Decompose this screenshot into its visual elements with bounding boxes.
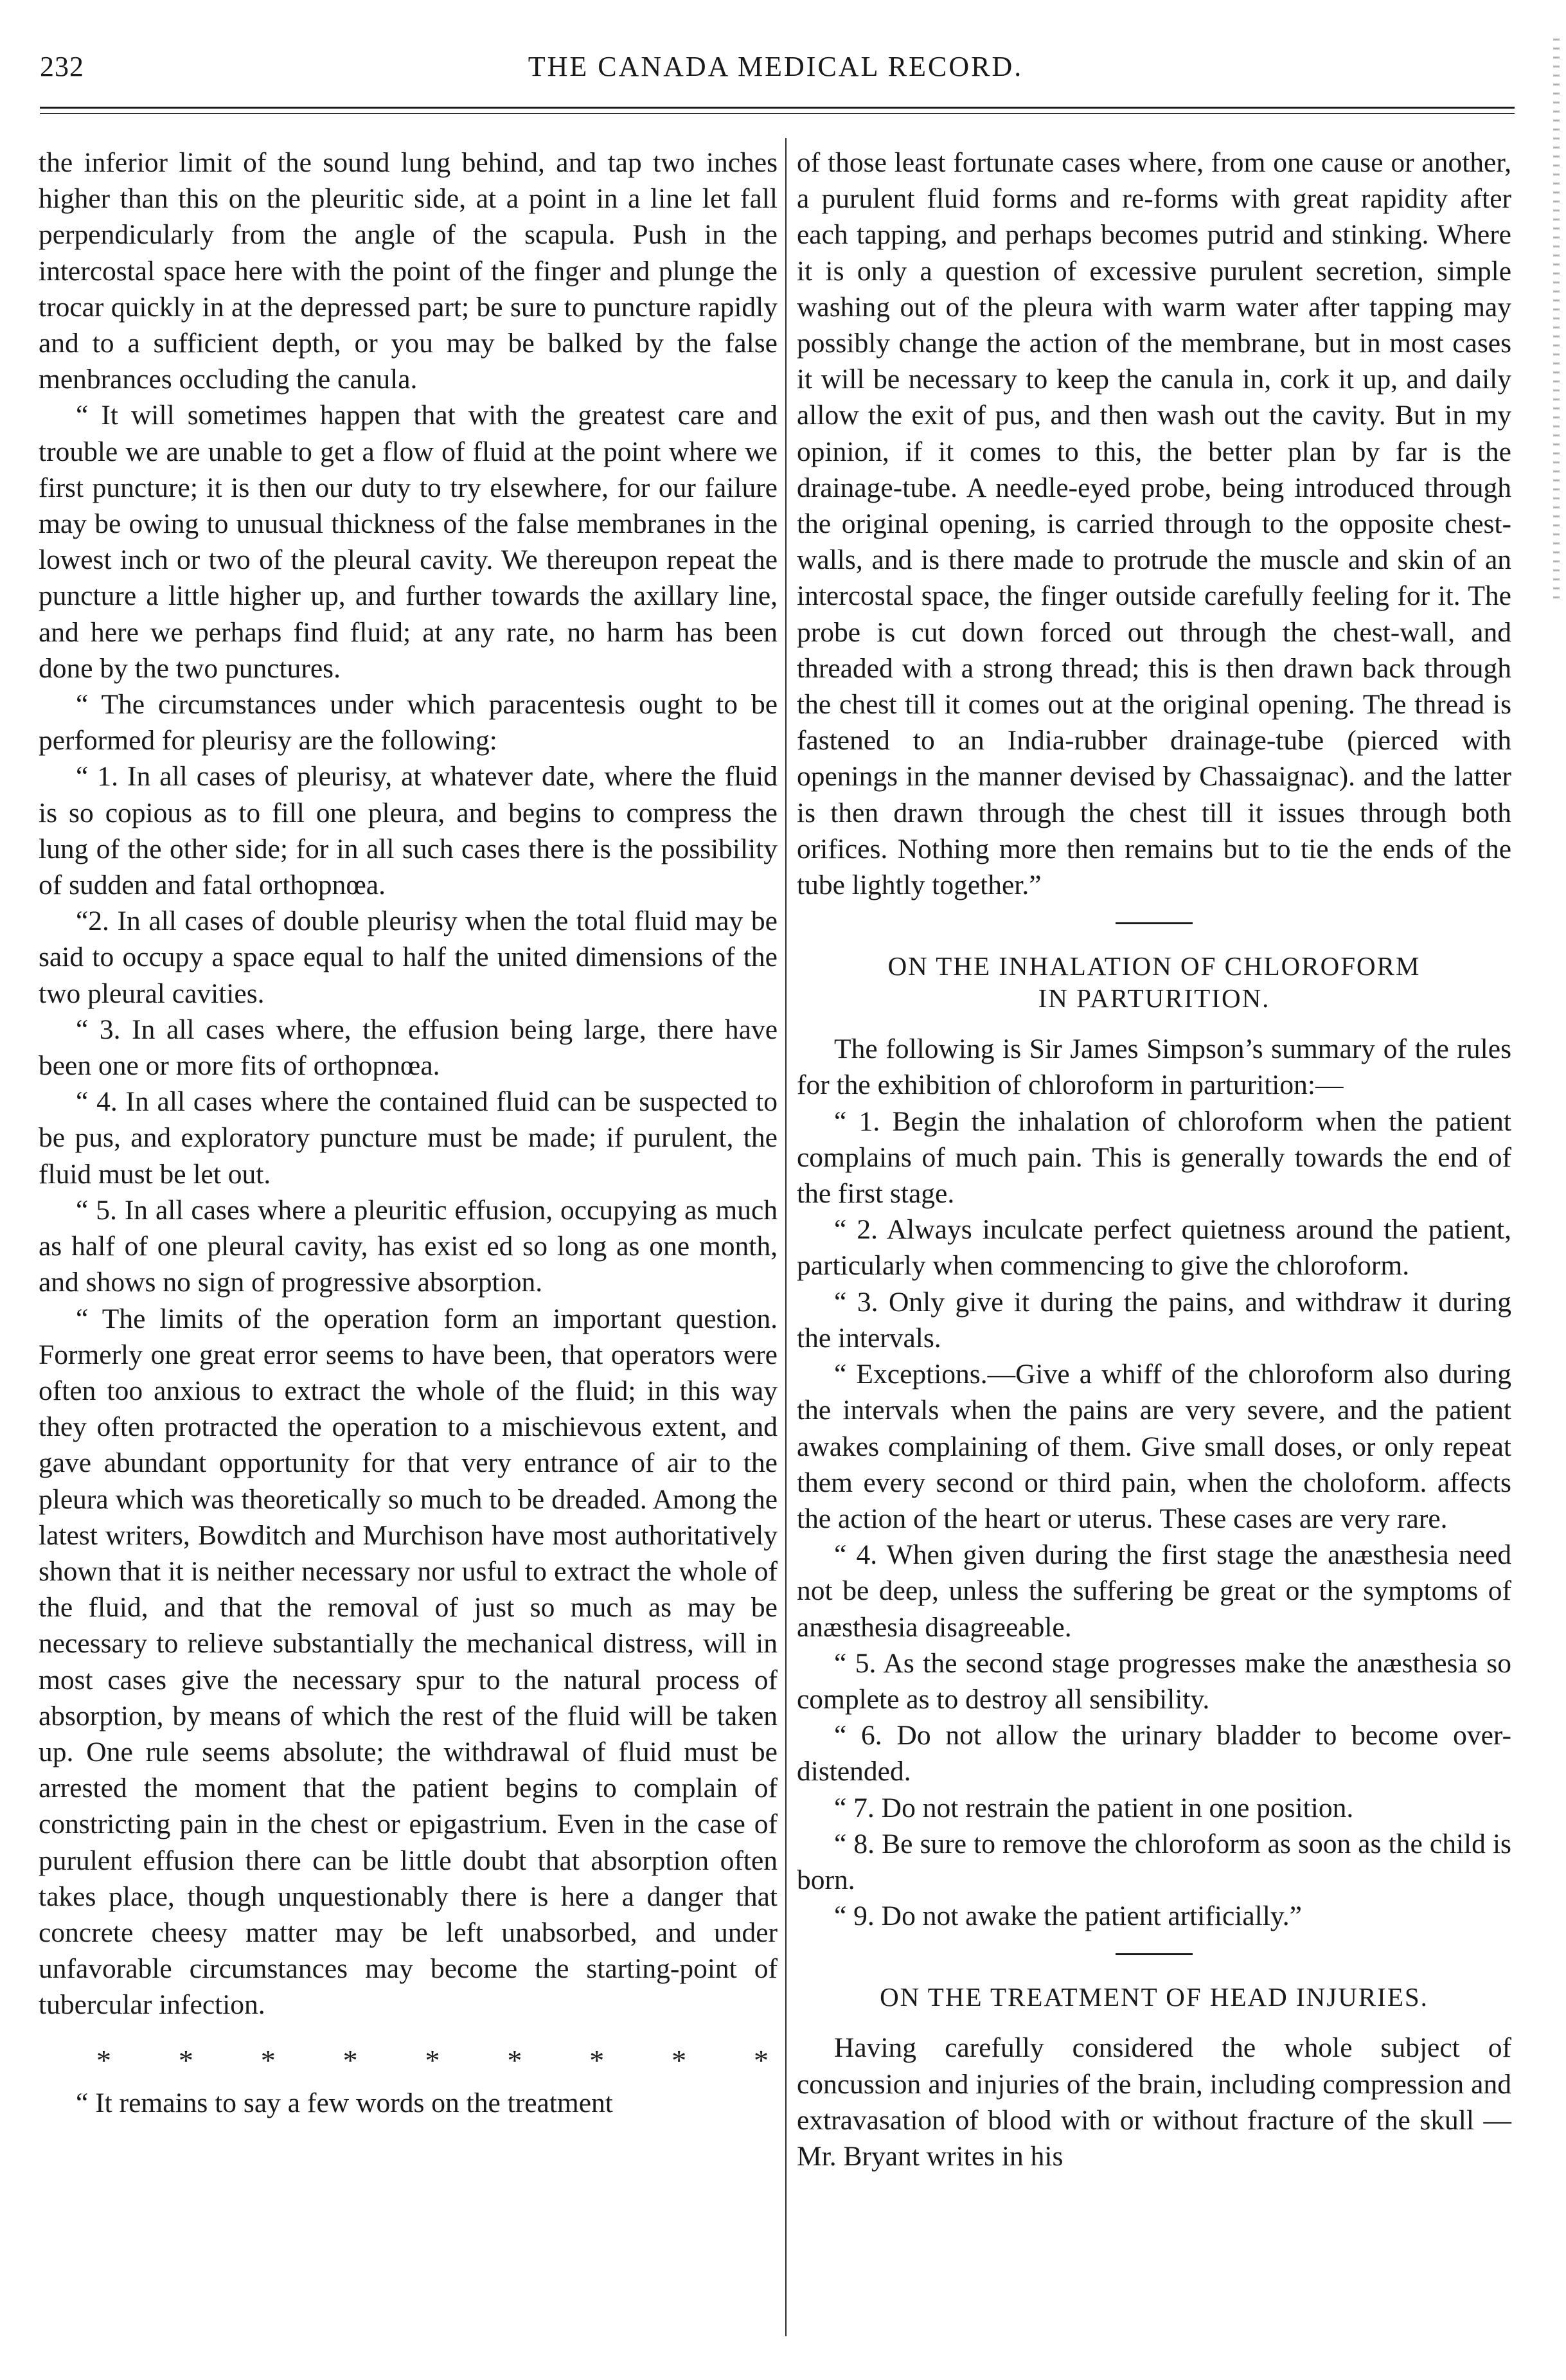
paragraph: of those least fortunate cases where, from one cause or another, a purulent fluid forms and re-forms with great rapidity after each tapping, and perhaps becomes putrid and stinking. Where it is only a question of excessive purulent secretion, simple washing out of the pleura with warm water after tapping may possibly change the action of the membrane, but in most cases it will be necessary to keep the canula in, cork it up, and daily allow the exit of pus, and then wash out the cavity. But in my opinion, if it comes to this, the better plan by far is the drainage-tube. A needle-eyed probe, being introduced through the original opening, is carried through to the opposite chest-walls, and is there made to protrude the muscle and skin of an intercostal space, the finger outside carefully feeling for it. The probe is cut down forced out through the chest-wall, and threaded with a strong thread; this is then drawn back through the chest till it comes out at the original opening. The thread is fastened to an India-rubber drainage-tube (pierced with openings in the manner devised by Chassaignac). and the latter is then drawn through the chest till it issues through both orifices. Nothing more then remains but to tie the ends of the tube lightly together.” [797, 147, 1511, 901]
paragraph: “ 8. Be sure to remove the chloroform as soon as the child is born. [797, 1828, 1511, 1895]
paragraph: “ 3. In all cases where, the effusion being large, there have been one or more fits of orthopnœa. [39, 1014, 778, 1082]
header-rule-thick [40, 107, 1515, 109]
paragraph: “ 2. Always inculcate perfect quietness around the patient, particularly when commencing to give the chloroform. [797, 1214, 1511, 1282]
right-column [797, 145, 1511, 2174]
paragraph: “ 4. In all cases where the contained fluid can be suspected to be pus, and exploratory puncture must be made; if purulent, the fluid must be let out. [39, 1086, 778, 1190]
running-title: THE CANADA MEDICAL RECORD. [528, 51, 1024, 82]
paragraph: “ 1. In all cases of pleurisy, at whatever date, where the fluid is so copious as to fill one pleura, and begins to compress the lung of the other side; for in all such cases there is the possibility of sudden and fatal orthopnœa. [39, 761, 778, 901]
paragraph: Having carefully considered the whole subject of concussion and injuries of the brain, including compression and extravasation of blood with or without fracture of the skull — Mr. Bryant writes in his [797, 2032, 1511, 2172]
scan-edge-marks [1553, 39, 1560, 604]
star: * [589, 2043, 606, 2077]
paragraph: The following is Sir James Simpson’s summary of the rules for the exhibition of chloroform in parturition:— [797, 1033, 1511, 1101]
paragraph: “ 6. Do not allow the urinary bladder to become over-distended. [797, 1720, 1511, 1787]
paragraph: “ The circumstances under which paracentesis ought to be performed for pleurisy are the following: [39, 689, 778, 756]
paragraph: “ 9. Do not awake the patient artificially.” [834, 1901, 1302, 1932]
section-title-head-injuries: ON THE TREATMENT OF HEAD INJURIES. [880, 1982, 1428, 2012]
section-title-chloroform [797, 950, 1511, 1014]
paragraph: “2. In all cases of double pleurisy when the total fluid may be said to occupy a space equal to half the united dimensions of the two pleural cavities. [39, 906, 778, 1009]
section-rule [1116, 1953, 1193, 1955]
paragraph: “ It will sometimes happen that with the greatest care and trouble we are unable to get a flow of fluid at the point where we first puncture; it is then our duty to try elsewhere, for our failure may be owing to unusual thickness of the false membranes in the lowest inch or two of the pleural cavity. We thereupon repeat the puncture a little higher up, and further towards the axillary line, and here we perhaps find fluid; at any rate, no harm has been done by the two punctures. [39, 400, 778, 684]
star: * [260, 2043, 277, 2077]
page-header [40, 50, 1511, 95]
section-title-line: ON THE INHALATION OF CHLOROFORM [887, 951, 1421, 981]
star: * [425, 2043, 441, 2077]
star: * [178, 2043, 195, 2077]
paragraph: the inferior limit of the sound lung behind, and tap two inches higher than this on the pleuritic side, at a point in a line let fall perpendicularly from the angle of the scapula. Push in the intercostal space here with the point of the finger and plunge the trocar quickly in at the depressed part; be sure to puncture rapidly and to a sufficient depth, or you may be balked by the false menbrances occluding the canula. [39, 147, 778, 395]
left-column [39, 145, 778, 2121]
header-rule-thin [40, 113, 1515, 114]
paragraph: “ Exceptions.—Give a whiff of the chloroform also during the intervals when the pains are very severe, and the patient awakes complaining of them. Give small doses, or only repeat them every second or third pain, when the choloform. affects the action of the heart or uterus. These cases are very rare. [797, 1359, 1511, 1534]
paragraph: “ 5. As the second stage progresses make the anæsthesia so complete as to destroy all sensibility. [797, 1647, 1511, 1715]
page-number: 232 [40, 51, 84, 82]
star: * [96, 2043, 112, 2077]
section-separator-stars [96, 2043, 770, 2079]
paragraph: “ 5. In all cases where a pleuritic effusion, occupying as much as half of one pleural cavity, has exist ed so long as one month, and shows no sign of progressive absorption. [39, 1194, 778, 1298]
section-rule [1116, 922, 1193, 924]
section-title-line: IN PARTURITION. [1038, 983, 1270, 1014]
paragraph: “ 3. Only give it during the pains, and withdraw it during the intervals. [797, 1286, 1511, 1354]
paragraph: “ 4. When given during the first stage the anæsthesia need not be deep, unless the suffering be great or the symptoms of anæsthesia disagreeable. [797, 1539, 1511, 1643]
column-divider [785, 138, 787, 2336]
paragraph: “ It remains to say a few words on the treatment [76, 2087, 613, 2118]
paragraph: “ 1. Begin the inhalation of chloroform when the patient complains of much pain. This is generally towards the end of the first stage. [797, 1105, 1511, 1210]
star: * [754, 2043, 770, 2077]
paragraph: “ The limits of the operation form an important question. Formerly one great error seems to have been, that operators were often too anxious to extract the whole of the fluid; in this way they often protracted the operation to a mischievous extent, and gave abundant opportunity for that very entrance of air to the pleura which was theoretically so much to be dreaded. Among the latest writers, Bowditch and Murchison have most authoritatively shown that it is neither necessary nor usful to extract the whole of the fluid, and that the removal of just so much as may be necessary to relieve substantially the mechanical distress, will in most cases give the necessary spur to the natural process of absorption, by means of which the rest of the fluid will be taken up. One rule seems absolute; the withdrawal of fluid must be arrested the moment that the patient begins to complain of constricting pain in the chest or epigastrium. Even in the case of purulent effusion there can be little doubt that absorption often takes place, though unquestionably there is here a danger that concrete cheesy matter may be left unabsorbed, and under unfavorable circumstances may become the starting-point of tubercular infection. [39, 1303, 778, 2021]
star: * [343, 2043, 359, 2077]
star: * [507, 2043, 524, 2077]
paragraph: “ 7. Do not restrain the patient in one position. [834, 1792, 1354, 1823]
star: * [672, 2043, 688, 2077]
